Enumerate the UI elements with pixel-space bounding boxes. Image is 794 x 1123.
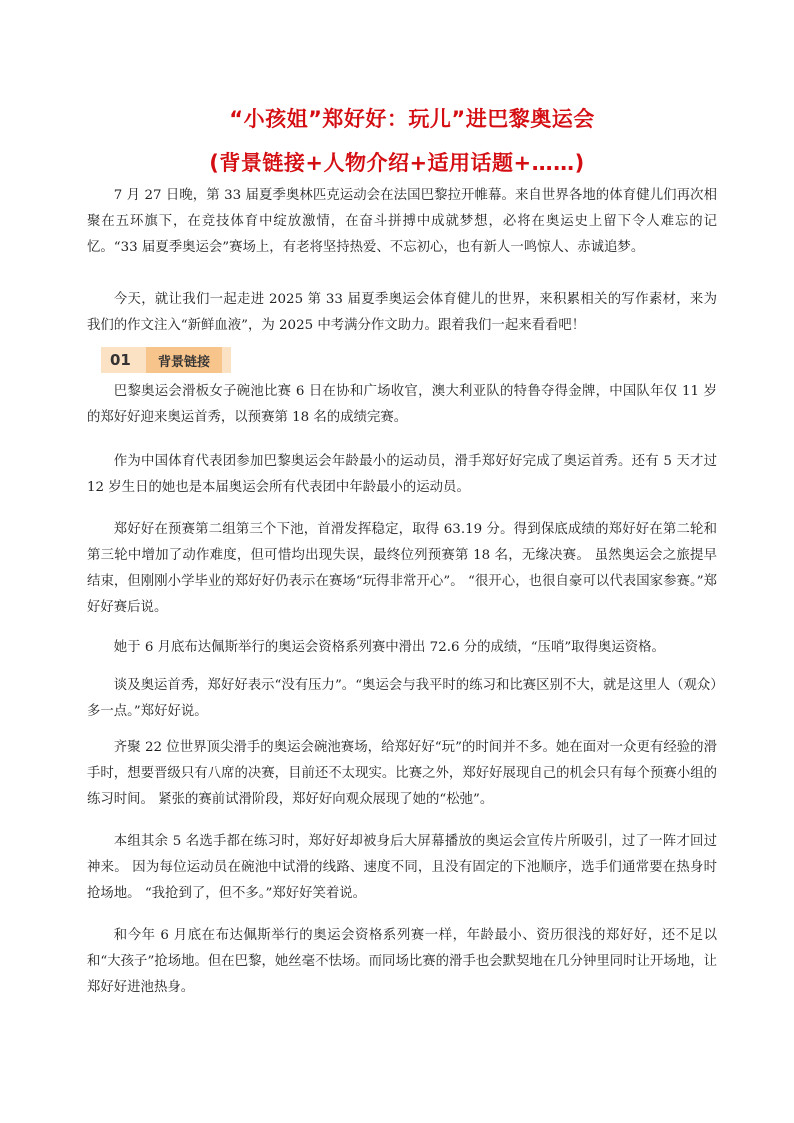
body-paragraph-2: 作为中国体育代表团参加巴黎奥运会年龄最小的运动员，滑手郑好好完成了奥运首秀。还有 5 天才过 12 岁生日的她也是本届奥运会所有代表团中年龄最小的运动员。 <box>87 454 717 495</box>
section-number: 01 <box>110 351 131 369</box>
body-paragraph-6: 齐聚 22 位世界顶尖滑手的奥运会碗池赛场，给郑好好“玩”的时间并不多。她在面对一众更有经验的滑手时，想要晋级只有八席的决赛，目前还不太现实。比赛之外，郑好好展现自己的机会只有每个预赛小组的练习时间。 紧张的赛前试滑阶段，郑好好向观众展现了她的“松弛”。 <box>87 740 717 807</box>
intro-paragraph-2: 今天，就让我们一起走进 2025 第 33 届夏季奥运会体育健儿的世界，来积累相关的写作素材，来为我们的作文注入“新鲜血液”，为 2025 中考满分作文助力。跟着我们一起来看看吧！ <box>87 292 717 333</box>
body-paragraph-1: 巴黎奥运会滑板女子碗池比赛 6 日在协和广场收官，澳大利亚队的特鲁夺得金牌，中国队年仅 11 岁的郑好好迎来奥运首秀，以预赛第 18 名的成绩完赛。 <box>87 384 717 425</box>
body-paragraph-3: 郑好好在预赛第二组第三个下池，首滑发挥稳定，取得 63.19 分。得到保底成绩的郑好好在第二轮和第三轮中增加了动作难度，但可惜均出现失误，最终位列预赛第 18 名，无缘决赛。 虽然奥运会之旅提早结束，但刚刚小学毕业的郑好好仍表示在赛场“玩得非常开心”。 “很开心，也很自豪可以代表国家参赛。”郑好好赛后说。 <box>87 522 717 615</box>
section-label: 背景链接 <box>146 347 222 373</box>
intro-paragraph-1: 7 月 27 日晚，第 33 届夏季奥林匹克运动会在法国巴黎拉开帷幕。来自世界各地的体育健儿们再次相聚在五环旗下，在竞技体育中绽放激情，在奋斗拼搏中成就梦想，必将在奥运史上留下令人难忘的记忆。“33 届夏季奥运会”赛场上，有老将坚持热爱、不忘初心，也有新人一鸣惊人、赤诚追梦。 <box>87 188 717 255</box>
section-header-background <box>101 347 231 373</box>
body-paragraph-4: 她于 6 月底布达佩斯举行的奥运会资格系列赛中滑出 72.6 分的成绩，“压哨”取得奥运资格。 <box>113 640 665 655</box>
body-paragraph-5: 谈及奥运首秀，郑好好表示“没有压力”。“奥运会与我平时的练习和比赛区别不大，就是这里人（观众）多一点。”郑好好说。 <box>87 678 717 719</box>
page-title-line1: “小孩姐”郑好好：玩儿”进巴黎奥运会 <box>229 107 595 131</box>
body-paragraph-7: 本组其余 5 名选手都在练习时，郑好好却被身后大屏幕播放的奥运会宣传片所吸引，过了一阵才回过神来。 因为每位运动员在碗池中试滑的线路、速度不同，且没有固定的下池顺序，选手们通常要在热身时抢场地。 “我抢到了，但不多。”郑好好笑着说。 <box>87 834 717 901</box>
body-paragraph-8: 和今年 6 月底在布达佩斯举行的奥运会资格系列赛一样，年龄最小、资历很浅的郑好好，还不足以和“大孩子”抢场地。但在巴黎，她丝毫不怯场。而同场比赛的滑手也会默契地在几分钟里同时让开场地，让郑好好进池热身。 <box>87 928 717 995</box>
page-title-line2: (背景链接+人物介绍+适用话题+……) <box>209 151 585 175</box>
